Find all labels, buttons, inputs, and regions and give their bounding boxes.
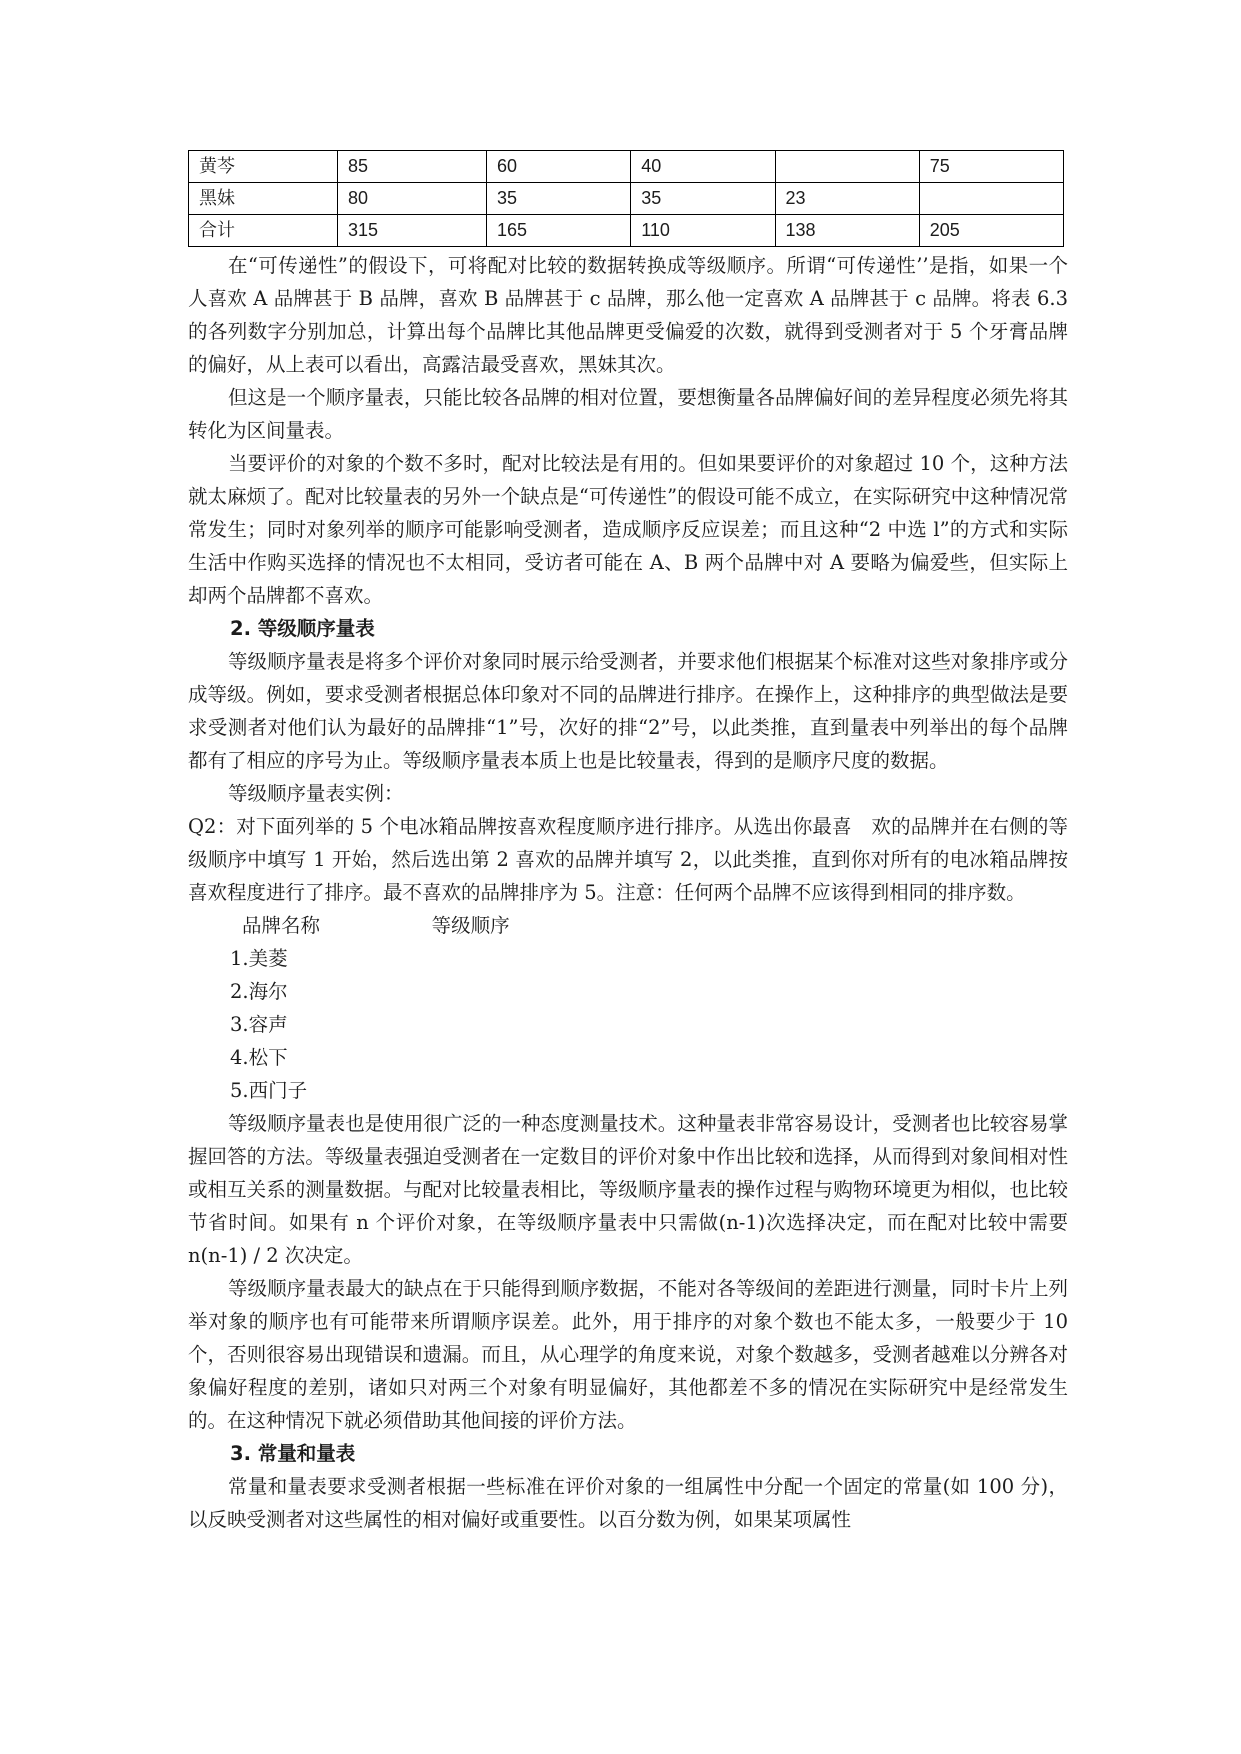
table-row: [189, 183, 1064, 215]
table-row: [189, 215, 1064, 247]
table-cell: 35: [487, 183, 631, 215]
row-label: 合计: [189, 215, 338, 247]
table-cell: 138: [775, 215, 919, 247]
paragraph-rank-order-intro: 等级顺序量表是将多个评价对象同时展示给受测者，并要求他们根据某个标准对这些对象排序或分成等级。例如，要求受测者根据总体印象对不同的品牌进行排序。在操作上，这种排序的典型做法是要求受测者对他们认为最好的品牌排“1”号，次好的排“2”号，以此类推，直到量表中列举出的每个品牌都有了相应的序号为止。等级顺序量表本质上也是比较量表，得到的是顺序尺度的数据。: [188, 650, 1068, 772]
document-body: [188, 150, 1068, 1536]
table-row: [189, 151, 1064, 183]
paragraph-rank-order-drawbacks: 等级顺序量表最大的缺点在于只能得到顺序数据，不能对各等级间的差距进行测量，同时卡片上列举对象的顺序也有可能带来所谓顺序误差。此外，用于排序的对象个数也不能太多，一般要少于 10 个，否则很容易出现错误和遗漏。而且，从心理学的角度来说，对象个数越多，受测者越难以分辨各对象偏好程度的差别，诸如只对两三个对象有明显偏好，其他都差不多的情况在实际研究中是经常发生的。在这种情况下就必须借助其他间接的评价方法。: [188, 1277, 1068, 1432]
row-label: 黄芩: [189, 151, 338, 183]
list-item: 3.容声: [230, 1013, 288, 1036]
section-heading-constant-sum: 3. 常量和量表: [230, 1442, 356, 1465]
table-cell: 80: [338, 183, 487, 215]
brand-list: [188, 942, 1068, 1107]
table-cell: 60: [487, 151, 631, 183]
list-item: 5.西门子: [230, 1079, 308, 1102]
table-cell: 205: [919, 215, 1063, 247]
brand-preference-table: [188, 150, 1064, 247]
table-cell: 165: [487, 215, 631, 247]
question-q2: Q2：对下面列举的 5 个电冰箱品牌按喜欢程度顺序进行排序。从选出你最喜 欢的品牌并在右侧的等级顺序中填写 1 开始，然后选出第 2 喜欢的品牌并填写 2，以此类推，直到你对所有的电冰箱品牌按喜欢程度进行了排序。最不喜欢的品牌排序为 5。注意：任何两个品牌不应该得到相同的排序数。: [188, 815, 1068, 904]
list-item: 1.美菱: [230, 947, 288, 970]
list-item: 2.海尔: [230, 980, 288, 1003]
section-heading-rank-order: 2. 等级顺序量表: [230, 617, 375, 640]
paragraph-constant-sum-intro: 常量和量表要求受测者根据一些标准在评价对象的一组属性中分配一个固定的常量(如 100 分)，以反映受测者对这些属性的相对偏好或重要性。以百分数为例，如果某项属性: [188, 1475, 1068, 1531]
paragraph-rank-order-advantages: 等级顺序量表也是使用很广泛的一种态度测量技术。这种量表非常容易设计，受测者也比较容易掌握回答的方法。等级量表强迫受测者在一定数目的评价对象中作出比较和选择，从而得到对象间相对性或相互关系的测量数据。与配对比较量表相比，等级顺序量表的操作过程与购物环境更为相似，也比较节省时间。如果有 n 个评价对象，在等级顺序量表中只需做(n-1)次选择决定，而在配对比较中需要 n(n-1) / 2 次决定。: [188, 1112, 1068, 1267]
table-cell: [775, 151, 919, 183]
row-label: 黑妹: [189, 183, 338, 215]
table-cell: 315: [338, 215, 487, 247]
table-cell: [919, 183, 1063, 215]
table-cell: 23: [775, 183, 919, 215]
table-cell: 35: [631, 183, 775, 215]
paragraph-paired-comparison-drawbacks: 当要评价的对象的个数不多时，配对比较法是有用的。但如果要评价的对象超过 10 个，这种方法就太麻烦了。配对比较量表的另外一个缺点是“可传递性”的假设可能不成立，在实际研究中这种情况常常发生；同时对象列举的顺序可能影响受测者，造成顺序反应误差；而且这种“2 中选 l”的方式和实际生活中作购买选择的情况也不太相同，受访者可能在 A、B 两个品牌中对 A 要略为偏爱些，但实际上却两个品牌都不喜欢。: [188, 452, 1068, 607]
paragraph-transitivity: 在“可传递性”的假设下，可将配对比较的数据转换成等级顺序。所谓“可传递性’’是指，如果一个人喜欢 A 品牌甚于 B 品牌，喜欢 B 品牌甚于 c 品牌，那么他一定喜欢 A 品牌甚于 c 品牌。将表 6.3 的各列数字分别加总，计算出每个品牌比其他品牌更受偏爱的次数，就得到受测者对于 5 个牙膏品牌的偏好，从上表可以看出，高露洁最受喜欢，黑妹其次。: [188, 254, 1068, 376]
table-cell: 85: [338, 151, 487, 183]
brand-list-header: 品牌名称 等级顺序: [242, 914, 510, 937]
list-item: 4.松下: [230, 1046, 288, 1069]
table-cell: 75: [919, 151, 1063, 183]
paragraph-ordinal-scale: 但这是一个顺序量表，只能比较各品牌的相对位置，要想衡量各品牌偏好间的差异程度必须先将其转化为区间量表。: [188, 386, 1068, 442]
paragraph-example-label: 等级顺序量表实例：: [228, 782, 404, 805]
table-cell: 40: [631, 151, 775, 183]
table-cell: 110: [631, 215, 775, 247]
